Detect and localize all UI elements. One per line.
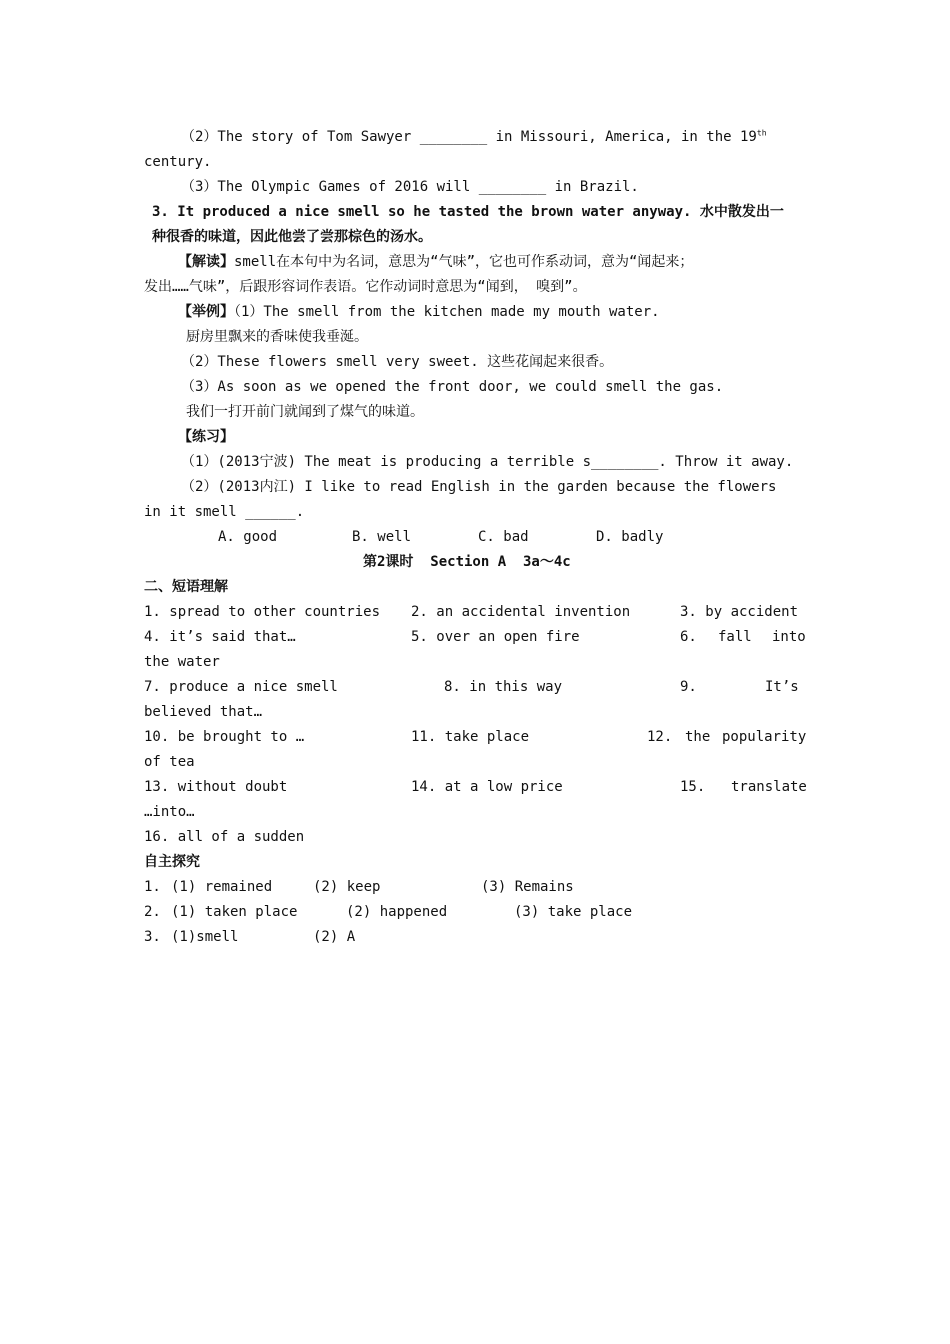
- exercise-item-2-cont: century.: [144, 154, 212, 170]
- phrase-15-number: 15.: [680, 779, 706, 795]
- phrase-12-cont: of tea: [144, 754, 195, 770]
- phrase-12-word-1: the: [685, 729, 711, 745]
- phrase-6-word-2: into: [772, 629, 806, 645]
- answer-2-part-1: (1) taken place: [171, 904, 298, 920]
- answer-1-part-1: (1) remained: [171, 879, 273, 895]
- answer-1-part-2: (2) keep: [313, 879, 381, 895]
- phrase-8: 8. in this way: [444, 679, 563, 695]
- phrase-12-number: 12.: [647, 729, 673, 745]
- phrase-2: 2. an accidental invention: [411, 604, 631, 620]
- lesson-title: 第2课时 Section A 3a～4c: [363, 554, 571, 570]
- phrase-14: 14. at a low price: [411, 779, 563, 795]
- option-d: D. badly: [596, 529, 664, 545]
- option-b: B. well: [352, 529, 412, 545]
- exercise-item-2: [181, 127, 767, 147]
- phrase-9-number: 9.: [680, 679, 697, 695]
- example-3: （3）As soon as we opened the front door, we could smell the gas.: [181, 379, 724, 395]
- practice-2-cont: in it smell ______.: [144, 504, 305, 520]
- answer-2-part-3: (3) take place: [514, 904, 633, 920]
- superscript-th: th: [756, 128, 767, 138]
- explanation-tag: 【解读】: [178, 254, 234, 270]
- phrase-4: 4. it’s said that…: [144, 629, 296, 645]
- practice-1: （1）(2013宁波) The meat is producing a terrible s________. Throw it away.: [181, 454, 794, 470]
- phrase-3: 3. by accident: [680, 604, 799, 620]
- answer-2-part-2: (2) happened: [346, 904, 448, 920]
- phrase-15-word: translate: [731, 779, 807, 795]
- phrase-9-cont: believed that…: [144, 704, 263, 720]
- example-1: [178, 302, 660, 322]
- answer-1-number: 1.: [144, 879, 161, 895]
- phrase-11: 11. take place: [411, 729, 530, 745]
- example-tag: 【举例】: [178, 304, 234, 320]
- option-a: A. good: [218, 529, 278, 545]
- phrase-6-number: 6.: [680, 629, 697, 645]
- phrase-1: 1. spread to other countries: [144, 604, 381, 620]
- explanation-line-1: [178, 252, 693, 272]
- example-3-translation: 我们一打开前门就闻到了煤气的味道。: [186, 404, 424, 420]
- phrase-7: 7. produce a nice smell: [144, 679, 338, 695]
- phrase-15-cont: …into…: [144, 804, 195, 820]
- phrase-13: 13. without doubt: [144, 779, 288, 795]
- answer-2-number: 2.: [144, 904, 161, 920]
- example-1-text: （1）The smell from the kitchen made my mouth water.: [234, 304, 660, 320]
- point-3-line-1: 3. It produced a nice smell so he tasted the brown water anyway. 水中散发出一: [152, 204, 784, 220]
- phrase-10: 10. be brought to …: [144, 729, 305, 745]
- practice-2: （2）(2013内江) I like to read English in the garden because the flowers: [181, 479, 777, 495]
- example-2: （2）These flowers smell very sweet. 这些花闻起来很香。: [181, 354, 614, 370]
- example-1-translation: 厨房里飘来的香味使我垂涎。: [186, 329, 368, 345]
- phrase-12-word-2: popularity: [722, 729, 807, 745]
- point-3-line-2: 种很香的味道，因此他尝了尝那棕色的汤水。: [152, 229, 432, 245]
- explanation-line-2: 发出……气味”，后跟形容词作表语。它作动词时意思为“闻到， 嗅到”。: [144, 279, 587, 295]
- answer-3-number: 3.: [144, 929, 161, 945]
- answers-heading: 自主探究: [144, 854, 200, 870]
- explanation-text: smell在本句中为名词，意思为“气味”，它也可作系动词，意为“闻起来；: [234, 254, 694, 270]
- exercise-item-2-text: （2）The story of Tom Sawyer ________ in Missouri, America, in the 19: [181, 129, 757, 145]
- phrases-heading: 二、短语理解: [144, 579, 228, 595]
- answer-1-part-3: (3) Remains: [481, 879, 574, 895]
- phrase-16: 16. all of a sudden: [144, 829, 305, 845]
- answer-3-part-2: (2) A: [313, 929, 356, 945]
- phrase-6-word-1: fall: [718, 629, 752, 645]
- practice-tag: 【练习】: [178, 429, 234, 445]
- option-c: C. bad: [478, 529, 529, 545]
- answer-3-part-1: (1)smell: [171, 929, 239, 945]
- phrase-5: 5. over an open fire: [411, 629, 580, 645]
- exercise-item-3: （3）The Olympic Games of 2016 will ________ in Brazil.: [181, 179, 639, 195]
- phrase-6-cont: the water: [144, 654, 220, 670]
- phrase-9-word: It’s: [765, 679, 799, 695]
